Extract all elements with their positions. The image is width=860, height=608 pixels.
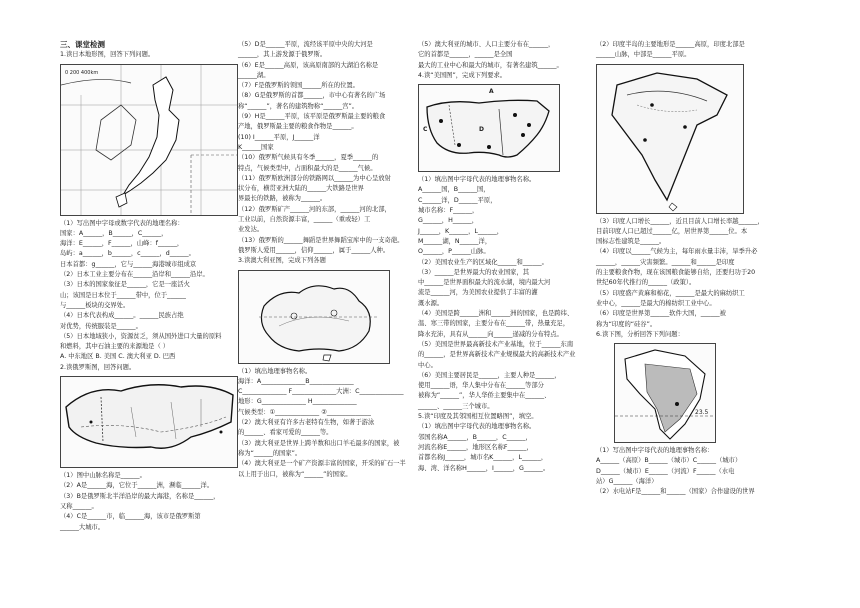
- brazil-map-drawing: [615, 344, 715, 442]
- text-line: 海洋：A______________B______________: [238, 377, 354, 385]
- text-line: 它的首都是______，______是全国: [418, 51, 513, 59]
- column-3: [418, 40, 598, 474]
- section-heading: 三、课堂检测: [60, 40, 105, 49]
- text-line: （10）俄罗斯气候具有冬季______，夏季______的: [238, 154, 379, 162]
- text-line: 4.读“美国图”，完成下列要求。: [418, 71, 507, 79]
- text-line: 降水充沛，具有从______向______递减的分布特点。: [418, 330, 563, 338]
- text-line: （6）美国主要居民是______，主要人种是______，: [418, 371, 561, 379]
- text-line: （3）印度人口增长______，近且目前人口增长率越______，: [596, 217, 764, 225]
- text-line: ______大城市。: [60, 523, 105, 531]
- text-line: 最大的工业中心和最大的城市，有著名建筑______。: [418, 61, 563, 69]
- text-line: 的______、看家可爱的______等。: [238, 429, 333, 437]
- map-scale: 0 200 400km: [65, 69, 99, 76]
- text-line: （2）水电站F是______和______（国家）合作建设的世界: [596, 488, 755, 496]
- text-line: 海洋：E______，F______，山峰：f______，: [60, 240, 184, 248]
- text-line: ______，______灾害频繁。______和______是印度: [596, 258, 735, 266]
- text-line: A______（高原）B______（城市）C______（城市）: [596, 457, 742, 465]
- text-line: （5）日本地域狭小，资源贫乏，须从国外进口大量的原料: [60, 332, 222, 340]
- text-line: 称为“印度的“硅谷”。: [596, 320, 657, 328]
- text-line: 称为“______的国家”。: [238, 449, 302, 457]
- brazil-map: [614, 343, 716, 443]
- text-line: （6）印度是世界第______软件大国，______被: [596, 310, 726, 318]
- text-line: 业发达。: [238, 226, 264, 234]
- text-line: 界最长的铁路，被称为______。: [238, 195, 327, 203]
- text-line: （5）美国是世界最高新技术产业基地，位于______东南: [418, 340, 574, 348]
- column-4: [596, 40, 776, 498]
- text-line: ______，其上游发源于俄罗斯。: [238, 51, 327, 59]
- text-line: （4）日本代表构成______。______民族占绝: [60, 312, 184, 320]
- q2-intro: 2.读俄罗斯图，回答问题。: [60, 363, 136, 371]
- text-line: ______山脉，中部是______平原。: [596, 51, 691, 59]
- india-questions-mid: [596, 217, 776, 341]
- text-line: （8）G是俄罗斯的首都______，市中心有著名的广场: [238, 92, 386, 100]
- usa-map-drawing: [419, 85, 559, 171]
- text-line: 中______是世界面积最大的流水湖，境内最大河: [418, 279, 551, 287]
- q2-lines: [60, 471, 240, 533]
- text-line: （13）俄罗斯的______舞蹈是世界舞蹈宝库中的一支奇葩。: [238, 236, 404, 244]
- text-line: （6）E是______高原，该高原南部的大湖泊名称是: [238, 61, 379, 69]
- text-line: A______国，B______国，: [418, 186, 490, 194]
- text-line: （4）印度以______气候为主，每年雨水量丰沛，旱季升必: [596, 248, 758, 256]
- column-2: [238, 40, 418, 480]
- text-line: 城市名称：F______，: [418, 207, 479, 215]
- australia-map-drawing: [239, 271, 389, 363]
- australia-extra: [418, 40, 598, 81]
- text-line: （1）图中山脉名称是______。: [60, 472, 146, 480]
- text-line: （1）写出图中字母代表的地理事物名称：: [596, 447, 714, 455]
- text-line: G______，H______，: [418, 217, 478, 225]
- text-line: （7）F是俄罗斯的领国______所在的位置。: [238, 82, 359, 90]
- text-line: 中心。: [418, 361, 437, 369]
- text-line: 又称______。: [60, 502, 98, 510]
- text-line: （2）日本工业主要分布在______沿岸和______沿岸。: [60, 271, 209, 279]
- text-line: （9）H是______平原，该平原是俄罗斯最主要的粮食: [238, 113, 386, 121]
- text-line: 日本首都：g______，它与______海港城市组成京: [60, 260, 197, 268]
- text-line: 状分布，横贯亚洲大陆的______大铁路是世界: [238, 185, 364, 193]
- india-map-drawing: [597, 65, 743, 213]
- russia-map: [60, 376, 238, 468]
- text-line: 称“______”，著名的建筑物称“______宫”。: [238, 102, 359, 110]
- text-line: 6.读下图，分析回答下列问题：: [596, 330, 684, 338]
- text-line: （4）C是______市，临______海，该市是俄罗斯第: [60, 513, 201, 521]
- text-line: A. 中东地区 B. 美国 C. 澳大利亚 D. 巴西: [60, 353, 176, 361]
- tropic-label: 23.5: [695, 409, 709, 417]
- text-line: J______，K______，L______，: [418, 227, 504, 235]
- brazil-questions: [596, 446, 776, 497]
- text-line: 邻国名称A______，B______，C______，: [418, 433, 532, 441]
- text-line: 溉水源。: [418, 299, 444, 307]
- text-line: （2）A是______海，它位于______洲，濒临______洋。: [60, 482, 214, 490]
- russia-questions: [238, 40, 418, 256]
- text-line: （3）日本的国家象征是______，它是一座活火: [60, 281, 190, 289]
- text-line: 世纪60年代推行的______（政策）。: [596, 279, 696, 287]
- text-line: （1）写出图中字母或数字代表的地理名称：: [60, 219, 184, 227]
- text-line: 流是______河，为美国农业提供了丰富的灌: [418, 289, 538, 297]
- text-line: 国标志性建筑是______。: [596, 238, 666, 246]
- text-line: 海、湾、洋名称H______，I______，G______。: [418, 464, 550, 472]
- text-line: O______，P______山脉。: [418, 248, 490, 256]
- text-line: 使用______语，华人集中分布在______等部分: [418, 382, 544, 390]
- q3-intro: 3.读澳大利亚图，完成下列各题: [238, 257, 326, 265]
- text-line: C______洋，D______平原，: [418, 196, 497, 204]
- text-line: （4）美国是跨______洲和______洲的国家，也是跨纬、: [418, 310, 574, 318]
- text-line: 的______，是世界高新技术产业规模最大的高新技术产业: [418, 351, 576, 359]
- text-line: ______、______三个城市。: [418, 402, 494, 410]
- text-line: 俄罗斯人爱用______，信仰______，属于______人种。: [238, 246, 390, 254]
- text-line: K______国家: [238, 143, 274, 151]
- russia-map-drawing: [61, 377, 237, 467]
- text-line: （12）俄罗斯矿产______河的东部，______河的北部，: [238, 205, 391, 213]
- text-line: （1）填出图中字母代表的地理事物名称。: [418, 423, 536, 431]
- text-line: 产地，俄罗斯最主要的粮食作物是______。: [238, 123, 358, 131]
- text-line: （5）D是______平原，流经该平原中央的大河是: [238, 41, 373, 48]
- text-line: D______（城市）E______（河流）F______（水电: [596, 467, 735, 475]
- map-label-c: C: [423, 126, 428, 134]
- text-line: 以上用于出口，被称为“______”的国家。: [238, 470, 352, 478]
- japan-map-drawing: [61, 65, 237, 215]
- text-line: 地形：G______________ H______________: [238, 398, 357, 406]
- map-label-a: A: [489, 88, 494, 96]
- text-line: 工业以前，自然资源丰富，______（重或轻）工: [238, 216, 371, 224]
- text-line: (10) I______平原，J______洋: [238, 133, 320, 141]
- text-line: 业中心，______是最大的棉纺织工业中心。: [596, 299, 716, 307]
- japan-map: [60, 64, 238, 216]
- text-line: 特点，气候类型中，占面积最大的是______气候。: [238, 164, 377, 172]
- text-line: 被称为“______”，华人华侨主要集中在______、: [418, 392, 551, 400]
- text-line: 温、寒三带的国家，主要分布在______带，热量充足，: [418, 320, 570, 328]
- map-label-d: D: [479, 126, 484, 134]
- text-line: （5）印度盛产黄麻和棉花，______是最大的麻纺织工: [596, 289, 745, 297]
- text-line: （1）填出图中字母代表的地理事物名称。: [418, 176, 536, 184]
- text-line: （3）B是俄罗斯北半洋沿岸的最大海港，名称是______，: [60, 492, 220, 500]
- text-line: 岛屿：a______，b______，c______，d______。: [60, 250, 195, 258]
- text-line: （3）______是世界最大的农业国家，其: [418, 268, 530, 276]
- usa-questions: [418, 175, 598, 474]
- text-line: （1）填出地理事物名称。: [238, 367, 312, 375]
- text-line: C______________ F______________大洲：C______________: [238, 388, 404, 396]
- text-line: 站）G______（海洋）: [596, 478, 658, 486]
- text-line: 5.读“印度及其邻国相互位置略图”，填空。: [418, 413, 538, 421]
- text-line: 山；该国是日本位于______带中，位于______: [60, 291, 186, 299]
- text-line: （2）印度半岛的主要地形是______高原，印度北部是: [596, 41, 745, 48]
- text-line: 目前印度人口已超过______亿，居世界第______位。本: [596, 227, 748, 235]
- text-line: （4）澳大利亚是一个矿产资源丰富的国家，开采的矿石一半: [238, 460, 406, 468]
- text-line: （3）澳大利亚是世界上跨羊数和出口羊毛最多的国家，被: [238, 439, 400, 447]
- text-line: M______湖，N______洋，: [418, 237, 492, 245]
- text-line: （2）澳大利亚有许多古老特有生物，如著于游泳: [238, 419, 375, 427]
- australia-map: [238, 270, 390, 364]
- text-line: 的主要粮食作物，现在该国粮食能够自给，还要归功于20: [596, 269, 756, 277]
- text-line: 与______板块的交界处。: [60, 301, 130, 309]
- text-line: （5）澳大利亚的城市、人口主要分布在______，: [418, 41, 555, 48]
- text-line: 国家：A______，B______，C______，: [60, 229, 168, 237]
- usa-map: [418, 84, 560, 172]
- text-line: 和燃料，其中石油主要的来源地是（ ）: [60, 343, 170, 351]
- q1-intro: 1.读日本地形图，回答下列问题。: [60, 51, 155, 59]
- column-1: [60, 40, 240, 533]
- text-line: 首都名称J______，城市名K______，L______，: [418, 454, 548, 462]
- text-line: （11）俄罗斯欧洲部分的铁路网以______为中心呈放射: [238, 174, 391, 182]
- text-line: 气候类型：①______________ ②______________: [238, 408, 371, 416]
- text-line: 对优势，传统服装是______。: [60, 322, 142, 330]
- india-questions-top: [596, 40, 776, 61]
- text-line: ______湖。: [238, 71, 270, 79]
- india-map: [596, 64, 744, 214]
- australia-questions: [238, 367, 418, 480]
- text-line: 河流名称E______，地形区名称F______，: [418, 443, 533, 451]
- q1-lines: [60, 219, 240, 363]
- text-line: （2）美国农业生产的区域化______和______。: [418, 258, 548, 266]
